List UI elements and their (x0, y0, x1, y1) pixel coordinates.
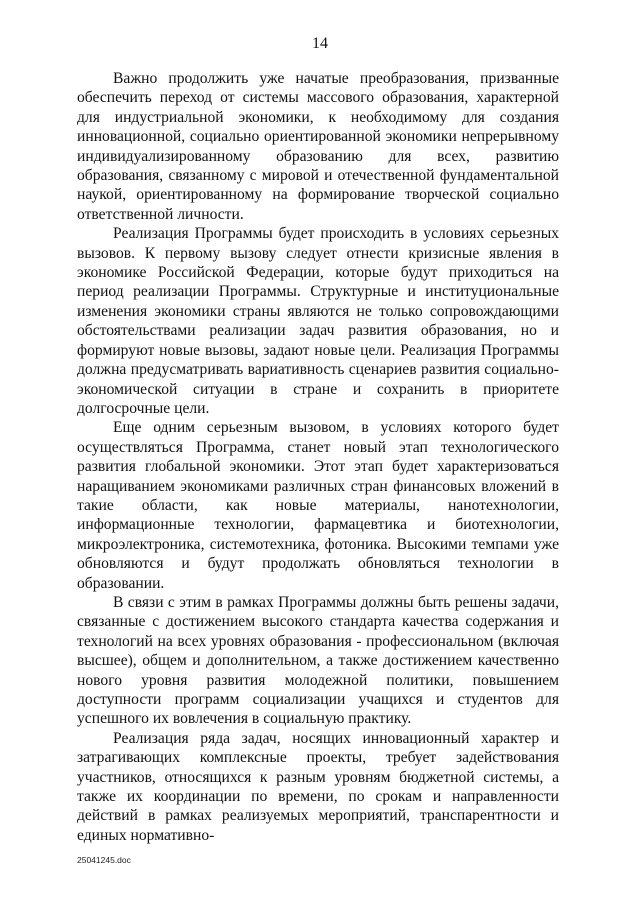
paragraph-5: Реализация ряда задач, носящих инновационный характер и затрагивающих комплексные проекты, требует задействования участников, относящихся к разным уровням бюджетной системы, а также их координации по времени, по срокам и направленности действий в рамках реализуемых мероприятий, транспарентности и единых нормативно- (77, 729, 559, 844)
paragraph-2: Реализация Программы будет происходить в условиях серьезных вызовов. К первому вызову следует отнести кризисные явления в экономике Российской Федерации, которые будут приходиться на период реализации Программы. Структурные и институциональные изменения экономики страны являются не только сопровождающими обстоятельствами реализации задач развития образования, но и формируют новые вызовы, задают новые цели. Реализация Программы должна предусматривать вариативность сценариев развития социально-экономической ситуации в стране и сохранить в приоритете долгосрочные цели. (77, 225, 559, 417)
paragraph-4: В связи с этим в рамках Программы должны быть решены задачи, связанные с достижением высокого стандарта качества содержания и технологий на всех уровнях образования - профессиональном (включая высшее), общем и дополнительном, а также достижением качественно нового уровня развития молодежной политики, повышением доступности программ социализации учащихся и студентов для успешного их вовлечения в социальную практику. (77, 593, 559, 728)
paragraph-3: Еще одним серьезным вызовом, в условиях которого будет осуществляться Программа, станет новый этап технологического развития глобальной экономики. Этот этап будет характеризоваться наращиванием экономиками различных стран финансовых вложений в такие области, как новые материалы, нанотехнологии, информационные технологии, фармацевтика и биотехнологии, микроэлектроника, системотехника, фотоника. Высокими темпами уже обновляются и будут продолжать обновляться технологии в образовании. (77, 419, 559, 592)
document-body (77, 69, 559, 845)
page-number: 14 (312, 35, 328, 52)
footer-filename: 25041245.doc (77, 855, 131, 865)
paragraph-1: Важно продолжить уже начатые преобразования, призванные обеспечить переход от системы массового образования, характерной для индустриальной экономики, к необходимому для создания инновационной, социально ориентированной экономики непрерывному индивидуализированному образованию для всех, развитию образования, связанному с мировой и отечественной фундаментальной наукой, ориентированному на формирование творческой социально ответственной личности. (77, 70, 559, 223)
